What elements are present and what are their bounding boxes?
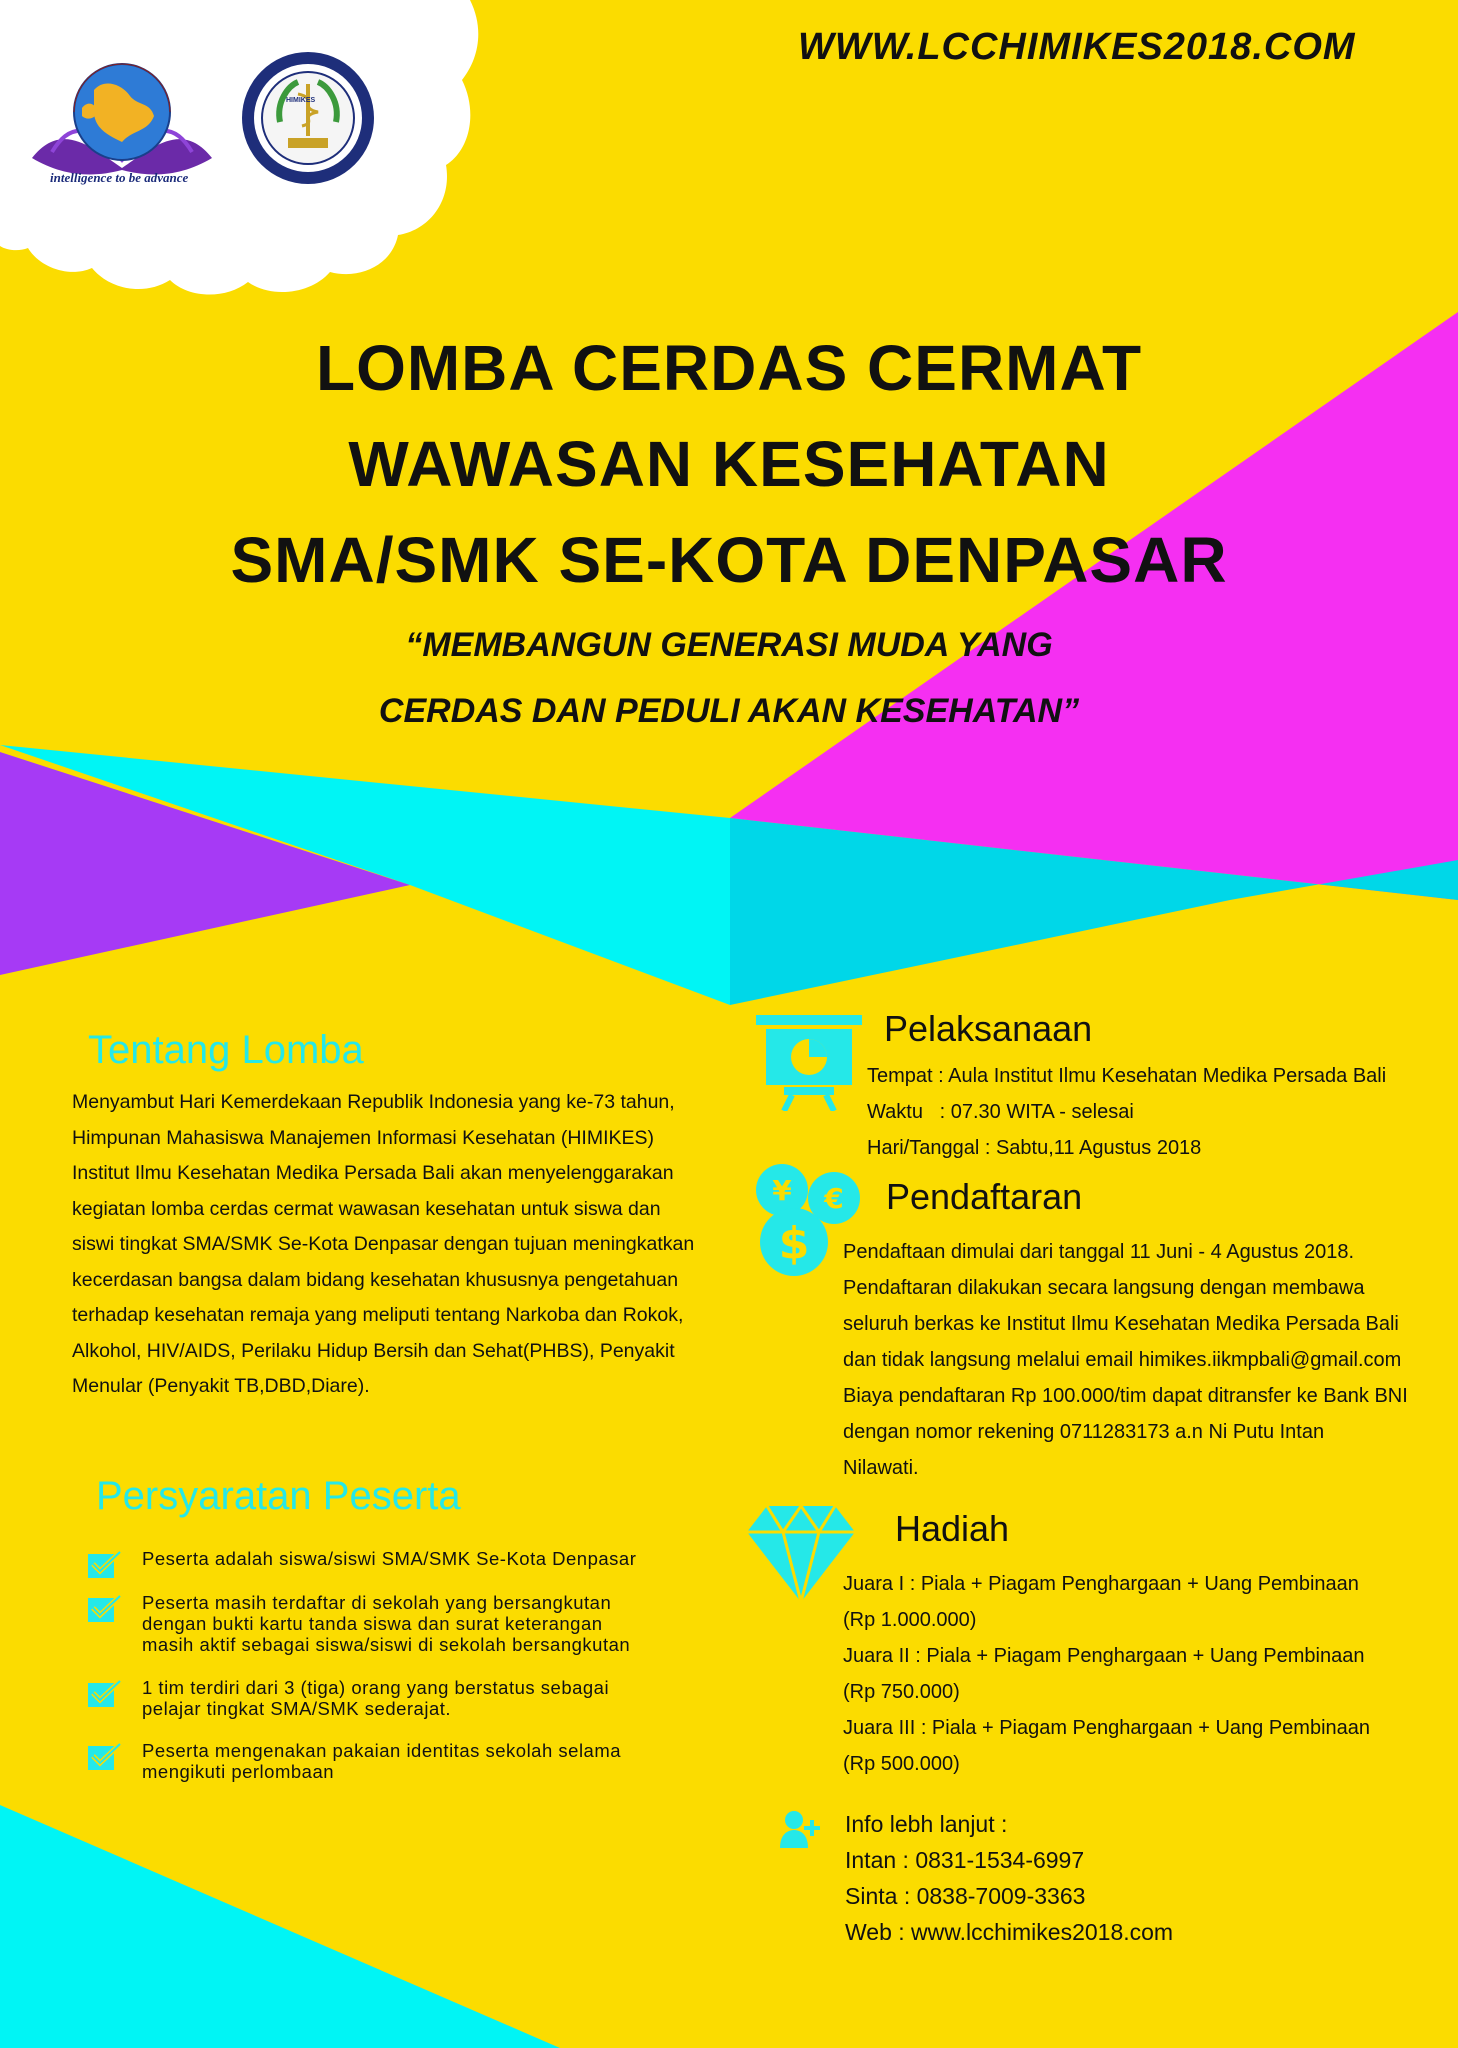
checkbox-checked-icon <box>88 1742 122 1772</box>
info-block <box>845 1806 1405 1950</box>
requirement-line: dengan bukti kartu tanda siswa dan surat keterangan <box>142 1613 603 1634</box>
svg-text:€: € <box>824 1182 844 1215</box>
requirement-line: Peserta adalah siswa/siswi SMA/SMK Se-Kota Denpasar <box>142 1548 637 1569</box>
title-line-3: SMA/SMK SE-KOTA DENPASAR <box>230 524 1228 596</box>
himikes-logo <box>240 50 376 186</box>
tentang-heading: Tentang Lomba <box>88 1028 364 1072</box>
hadiah-body <box>843 1566 1453 1782</box>
pendaftaran-line: seluruh berkas ke Institut Ilmu Kesehatan Medika Persada Bali <box>843 1313 1399 1335</box>
pendaftaran-body <box>843 1234 1453 1486</box>
hadiah-line: Juara III : Piala + Piagam Penghargaan + Uang Pembinaan <box>843 1717 1371 1739</box>
logo-caption: intelligence to be advance <box>50 170 189 185</box>
pelaksanaan-line: Hari/Tanggal : Sabtu,11 Agustus 2018 <box>867 1137 1202 1159</box>
badge-label: HIMIKES <box>286 97 316 104</box>
hadiah-line: Juara I : Piala + Piagam Penghargaan + Uang Pembinaan <box>843 1573 1359 1595</box>
checkbox-checked-icon <box>88 1594 122 1624</box>
tentang-line: kegiatan lomba cerdas cermat wawasan kesehatan untuk siswa dan <box>72 1197 661 1220</box>
pendaftaran-heading: Pendaftaran <box>886 1176 1083 1217</box>
hadiah-line: Juara II : Piala + Piagam Penghargaan + Uang Pembinaan <box>843 1645 1365 1667</box>
persyaratan-heading: Persyaratan Peserta <box>96 1474 461 1518</box>
svg-text:¥: ¥ <box>772 1174 792 1207</box>
presentation-board-icon <box>756 1015 862 1111</box>
tentang-line: terhadap kesehatan remaja yang meliputi tentang Narkoba dan Rokok, <box>72 1304 684 1326</box>
pelaksanaan-line: Tempat : Aula Institut Ilmu Kesehatan Medika Persada Bali <box>867 1065 1387 1087</box>
institute-logo <box>22 50 222 190</box>
pelaksanaan-body <box>867 1058 1447 1166</box>
requirement-item <box>88 1677 768 1719</box>
tagline-line-1: “MEMBANGUN GENERASI MUDA YANG <box>405 626 1053 664</box>
requirement-line: 1 tim terdiri dari 3 (tiga) orang yang berstatus sebagai <box>142 1677 610 1698</box>
info-contact-sinta: Sinta : 0838-7009-3363 <box>845 1883 1086 1909</box>
pendaftaran-line: Pendaftaan dimulai dari tanggal 11 Juni - 4 Agustus 2018. <box>843 1241 1355 1263</box>
himikes-badge-icon <box>240 50 376 186</box>
requirement-line: mengikuti perlombaan <box>142 1761 335 1782</box>
tagline-line-2: CERDAS DAN PEDULI AKAN KESEHATAN” <box>378 692 1080 730</box>
pendaftaran-line: Pendaftaran dilakukan secara langsung dengan membawa <box>843 1277 1365 1299</box>
tentang-paragraph <box>72 1085 772 1405</box>
checkbox-checked-icon <box>88 1550 122 1580</box>
tentang-line: Alkohol, HIV/AIDS, Perilaku Hidup Bersih dan Sehat(PHBS), Penyakit <box>72 1339 675 1362</box>
requirement-line: Peserta masih terdaftar di sekolah yang bersangkutan <box>142 1592 612 1613</box>
pendaftaran-line: dan tidak langsung melalui email himikes.iikmpbali@gmail.com <box>843 1349 1402 1371</box>
pendaftaran-line: dengan nomor rekening 0711283173 a.n Ni Putu Intan <box>843 1421 1325 1443</box>
tentang-line: Menyambut Hari Kemerdekaan Republik Indonesia yang ke-73 tahun, <box>72 1091 675 1113</box>
title-line-1: LOMBA CERDAS CERMAT <box>315 332 1143 404</box>
add-user-icon <box>780 1810 822 1848</box>
requirement-item <box>88 1592 768 1655</box>
diamond-icon <box>747 1502 855 1602</box>
info-contact-intan: Intan : 0831-1534-6997 <box>845 1847 1085 1873</box>
cyan-corner-bottom <box>0 1805 560 2048</box>
info-heading: Info lebh lanjut : <box>845 1811 1008 1837</box>
tentang-line: Institut Ilmu Kesehatan Medika Persada Bali akan menyelenggarakan <box>72 1162 674 1184</box>
requirement-item <box>88 1740 768 1782</box>
tentang-line: siswi tingkat SMA/SMK Se-Kota Denpasar dengan tujuan meningkatkan <box>72 1233 695 1255</box>
pelaksanaan-line: Waktu : 07.30 WITA - selesai <box>867 1101 1134 1123</box>
requirement-line: masih aktif sebagai siswa/siswi di sekolah bersangkutan <box>142 1634 631 1655</box>
title-line-2: WAWASAN KESEHATAN <box>348 428 1110 500</box>
hadiah-line: (Rp 500.000) <box>843 1753 960 1775</box>
svg-text:$: $ <box>778 1218 810 1269</box>
hadiah-line: (Rp 750.000) <box>843 1681 960 1703</box>
requirement-line: Peserta mengenakan pakaian identitas sekolah selama <box>142 1740 622 1761</box>
hadiah-line: (Rp 1.000.000) <box>843 1609 977 1631</box>
requirement-item <box>88 1548 768 1569</box>
hadiah-heading: Hadiah <box>895 1508 1010 1549</box>
tentang-line: Himpunan Mahasiswa Manajemen Informasi Kesehatan (HIMIKES) <box>72 1126 655 1149</box>
checkbox-checked-icon <box>88 1679 122 1709</box>
pendaftaran-line: Biaya pendaftaran Rp 100.000/tim dapat ditransfer ke Bank BNI <box>843 1385 1408 1407</box>
requirement-line: pelajar tingkat SMA/SMK sederajat. <box>142 1698 452 1719</box>
pendaftaran-line: Nilawati. <box>843 1457 919 1479</box>
info-web[interactable]: Web : www.lcchimikes2018.com <box>845 1919 1174 1945</box>
pelaksanaan-heading: Pelaksanaan <box>884 1008 1093 1049</box>
globe-lotus-logo-icon <box>22 50 222 190</box>
website-link[interactable]: WWW.LCCHIMIKES2018.COM <box>798 26 1356 68</box>
tentang-line: kecerdasan bangsa dalam bidang kesehatan khususnya pengetahuan <box>72 1268 679 1291</box>
tentang-line: Menular (Penyakit TB,DBD,Diare). <box>72 1375 370 1397</box>
